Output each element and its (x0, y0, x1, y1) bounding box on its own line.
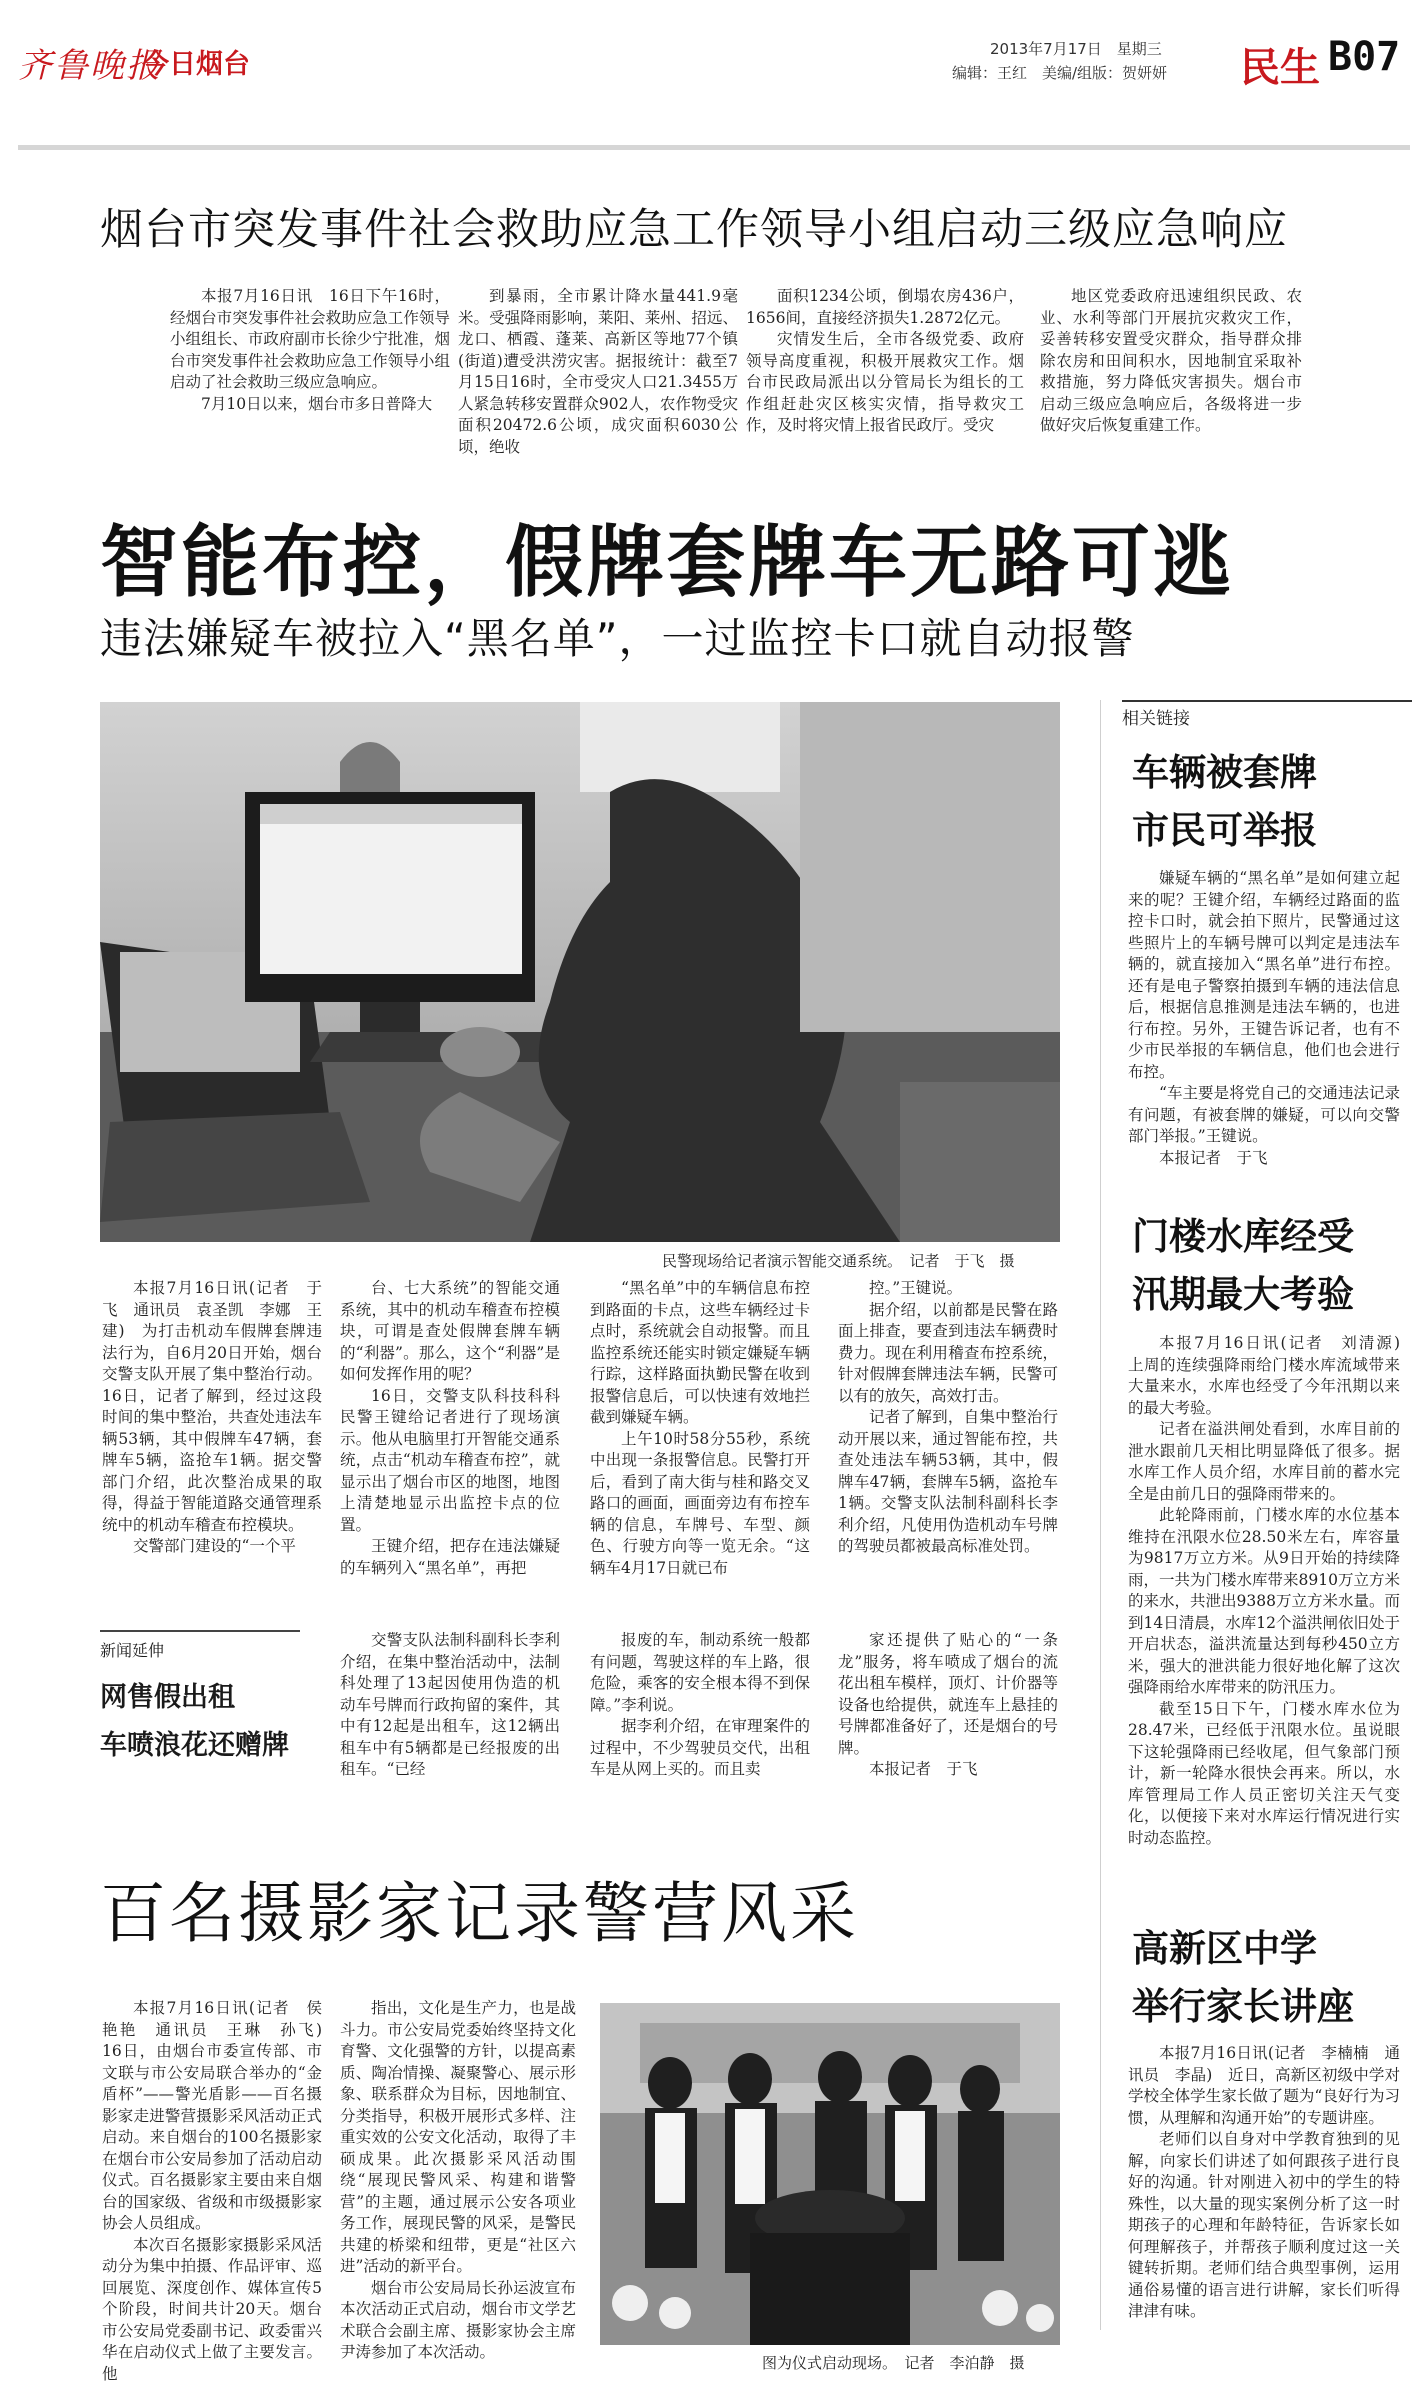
newspaper-logo: 齐鲁晚报 (18, 46, 162, 86)
school-headline-line2: 举行家长讲座 (1132, 1985, 1354, 2028)
box-headline-line2: 车喷浪花还赠牌 (100, 1730, 289, 1761)
header-rule (18, 145, 1410, 150)
related-headline (1132, 744, 1317, 860)
article3-photo-caption: 图为仪式启动现场。 记者 李泊静 摄 (762, 2354, 1025, 2372)
article3-headline: 百名摄影家记录警营风采 (100, 1875, 859, 1952)
article1-col3: 面积1234公顷，倒塌农房436户，1656间，直接经济损失1.2872亿元。 灾情发生后，全市各级党委、政府领导高度重视，积极开展救灾工作。烟台市民政局派出以分管局长为组长的工作组赶赴灾区核实灾情，指导救灾工作，及时将灾情上报省民政厅。受灾 (746, 287, 1024, 434)
related-headline-line1: 车辆被套牌 (1132, 751, 1317, 794)
related-tag: 相关链接 (1122, 700, 1412, 729)
related-headline-line2: 市民可举报 (1132, 809, 1317, 852)
article2-deck: 违法嫌疑车被拉入“黑名单”，一过监控卡口就自动报警 (100, 614, 1135, 663)
article2-col3: “黑名单”中的车辆信息布控到路面的卡点，这些车辆经过卡点时，系统就会自动报警。而且监控系统还能实时锁定嫌疑车辆行踪，这样路面执勤民警在收到报警信息后，可以快速有效地拦截到嫌疑车辆。 上午10时58分55秒，系统中出现一条报警信息。民警打开后，看到了南大街与桂和路交叉路口的画面，画面旁边有布控车辆的信息，车牌号、车型、颜色、行驶方向等一览无余。“这辆车4月17日就已布 (590, 1279, 810, 1577)
article2-headline: 智能布控，假牌套牌车无路可逃 (100, 518, 1235, 608)
school-headline (1132, 1920, 1354, 2036)
school-headline-line1: 高新区中学 (1132, 1927, 1317, 1970)
school-body: 本报7月16日讯(记者 李楠楠 通讯员 李晶) 近日，高新区初级中学对学校全体学生家长做了题为“良好行为习惯，从理解和沟通开始”的专题讲座。 老师们以自身对中学教育独到的见解，向家长们讲述了如何跟孩子进行良好的沟通。针对刚进入初中的学生的特殊性，以大量的现实案例分析了这一时期孩子的心理和年龄特征，告诉家长如何理解孩子，并帮孩子顺利度过这一关键转折期。老师们结合典型事例，运用通俗易懂的语言进行讲解，家长们听得津津有味。 (1128, 2044, 1400, 2320)
related-body: 嫌疑车辆的“黑名单”是如何建立起来的呢？王键介绍，车辆经过路面的监控卡口时，就会拍下照片，民警通过这些照片上的车辆号牌可以判定是违法车辆的，就直接加入“黑名单”进行布控。还有是电子警察拍摄到车辆的违法信息后，根据信息推测是违法车辆的，也进行布控。另外，王键告诉记者，也有不少市民举报的车辆信息，他们也会进行布控。 “车主要是将党自己的交通违法记录有问题，有被套牌的嫌疑，可以向交警部门举报。”王键说。 本报记者 于飞 (1128, 869, 1400, 1167)
traffic-system-photo (100, 702, 1060, 1242)
article1-col4: 地区党委政府迅速组织民政、农业、水利等部门开展抗灾救灾工作，妥善转移安置受灾群众，指导群众排除农房和田间积水，因地制宜采取补救措施，努力降低灾害损失。烟台市启动三级应急响应后，各级将进一步做好灾后恢复重建工作。 (1040, 287, 1302, 434)
article2-ext-col2: 报废的车，制动系统一般都有问题，驾驶这样的车上路，很危险，乘客的安全根本得不到保障。”李利说。 据李利介绍，在审理案件的过程中，不少驾驶员交代，出租车是从网上买的。而且卖 (590, 1631, 810, 1778)
box-tag: 新闻延伸 (100, 1630, 300, 1661)
ceremony-photo (600, 2003, 1060, 2345)
reservoir-headline-line2: 汛期最大考验 (1132, 1273, 1354, 1316)
article2-col2: 台、七大系统”的智能交通系统，其中的机动车稽查布控模块，可谓是查处假牌套牌车辆的“利器”。那么，这个“利器”是如何发挥作用的呢？ 16日，交警支队科技科科民警王键给记者进行了现场演示。他从电脑里打开智能交通系统，点击“机动车稽查布控”，就显示出了烟台市区的地图，地图上清楚地显示出监控卡点的位置。 王键介绍，把存在违法嫌疑的车辆列入“黑名单”，再把 (340, 1279, 560, 1577)
reservoir-headline-line1: 门楼水库经受 (1132, 1215, 1354, 1258)
section-name: 今日烟台 (142, 49, 250, 80)
issue-date: 2013年7月17日 星期三 (990, 40, 1162, 58)
article1-col2: 到暴雨，全市累计降水量441.9毫米。受强降雨影响，莱阳、莱州、招远、龙口、栖霞、蓬莱、高新区等地77个镇(街道)遭受洪涝灾害。据报统计：截至7月15日16时，全市受灾人口21.3455万人紧急转移安置群众902人，农作物受灾面积20472.6公顷，成灾面积6030公顷，绝收 (458, 287, 738, 456)
article2-col1: 本报7月16日讯(记者 于飞 通讯员 袁圣凯 李娜 王建) 为打击机动车假牌套牌违法行为，自6月20日开始，烟台交警支队开展了集中整治行动。16日，记者了解到，经过这段时间的集中整治，共查处违法车辆53辆，其中假牌车47辆，套牌车5辆，盗抢车1辆。据交警部门介绍，此次整治成果的取得，得益于智能道路交通管理系统中的机动车稽查布控模块。 交警部门建设的“一个平 (102, 1279, 322, 1555)
article2-photo-caption: 民警现场给记者演示智能交通系统。 记者 于飞 摄 (662, 1252, 1015, 1270)
article3-col1: 本报7月16日讯(记者 侯艳艳 通讯员 王琳 孙飞) 16日，由烟台市委宣传部、市文联与市公安局联合举办的“金盾杯”——警光盾影——百名摄影家走进警营摄影采风活动正式启动。来自烟台的100名摄影家在烟台市公安局参加了活动启动仪式。百名摄影家主要由来自烟台的国家级、省级和市级摄影家协会人员组成。 本次百名摄影家摄影采风活动分为集中拍摄、作品评审、巡回展览、深度创作、媒体宣传5个阶段，时间共计20天。烟台市公安局党委副书记、政委雷兴华在启动仪式上做了主要发言。他 (102, 1999, 338, 2383)
article1-headline: 烟台市突发事件社会救助应急工作领导小组启动三级应急响应 (100, 205, 1288, 255)
reservoir-headline (1132, 1208, 1354, 1324)
column-divider (1100, 700, 1101, 2330)
box-headline (100, 1674, 289, 1770)
page-number: B07 (1328, 34, 1401, 80)
editor-credits: 编辑：王红 美编/组版：贺妍妍 (952, 64, 1168, 82)
box-headline-line1: 网售假出租 (100, 1682, 235, 1713)
article1-col1: 本报7月16日讯 16日下午16时，经烟台市突发事件社会救助应急工作领导小组组长、市政府副市长徐少宁批准，烟台市突发事件社会救助应急工作领导小组启动了社会救助三级应急响应。 7月10日以来，烟台市多日普降大 (170, 287, 450, 413)
article2-ext-col3: 家还提供了贴心的“一条龙”服务，将车喷成了烟台的流花出租车模样，顶灯、计价器等设备也给提供，就连车上悬挂的号牌都准备好了，还是烟台的号牌。 本报记者 于飞 (838, 1631, 1058, 1778)
article2-col4: 控。”王键说。 据介绍，以前都是民警在路面上排查，要查到违法车辆费时费力。现在利用稽查布控系统，针对假牌套牌违法车辆，民警可以有的放矢，高效打击。 记者了解到，自集中整治行动开展以来，通过智能布控，共查处违法车辆53辆，其中，假牌车47辆，套牌车5辆，盗抢车1辆。交警支队法制科副科长李利介绍，凡使用伪造机动车号牌的驾驶员都被最高标准处罚。 (838, 1279, 1058, 1555)
page-section: 民生 (1240, 45, 1320, 91)
reservoir-body: 本报7月16日讯(记者 刘清源) 上周的连续强降雨给门楼水库流域带来大量来水，水库也经受了今年汛期以来的最大考验。 记者在溢洪闸处看到，水库目前的泄水跟前几天相比明显降低了很多。据水库工作人员介绍，水库目前的蓄水完全是由前几日的强降雨带来的。 此轮降雨前，门楼水库的水位基本维持在汛限水位28.50米左右，库容量为9817万立方米。从9日开始的持续降雨，一共为门楼水库带来8910万立方米的来水，共泄出9388万立方米水量。而到14日清晨，水库12个溢洪闸依旧处于开启状态，溢洪流量达到每秒450立方米，强大的泄洪能力很好地化解了这次强降雨给水库带来的防汛压力。 截至15日下午，门楼水库水位为28.47米，已经低于汛限水位。虽说眼下这轮强降雨已经收尾，但气象部门预计，新一轮降水很快会再来。所以，水库管理局工作人员正密切关注天气变化，以便接下来对水库运行情况进行实时动态监控。 (1128, 1334, 1416, 1847)
article3-col2: 指出，文化是生产力，也是战斗力。市公安局党委始终坚持文化育警、文化强警的方针，以提高素质、陶冶情操、凝聚警心、展示形象、联系群众为目标，因地制宜、分类指导，积极开展形式多样、注重实效的公安文化活动，取得了丰硕成果。此次摄影采风活动围绕“展现民警风采、构建和谐警营”的主题，通过展示公安各项业务工作，展现民警的风采，是警民共建的桥梁和纽带，更是“社区六进”活动的新平台。 烟台市公安局局长孙运波宣布本次活动正式启动，烟台市文学艺术联合会副主席、摄影家协会主席尹涛参加了本次活动。 (340, 1999, 576, 2361)
article2-ext-col1: 交警支队法制科副科长李利介绍，在集中整治活动中，法制科处理了13起因使用伪造的机动车号牌而行政拘留的案件，其中有12起是出租车，这12辆出租车中有5辆都是已经报废的出租车。“已经 (340, 1631, 560, 1778)
